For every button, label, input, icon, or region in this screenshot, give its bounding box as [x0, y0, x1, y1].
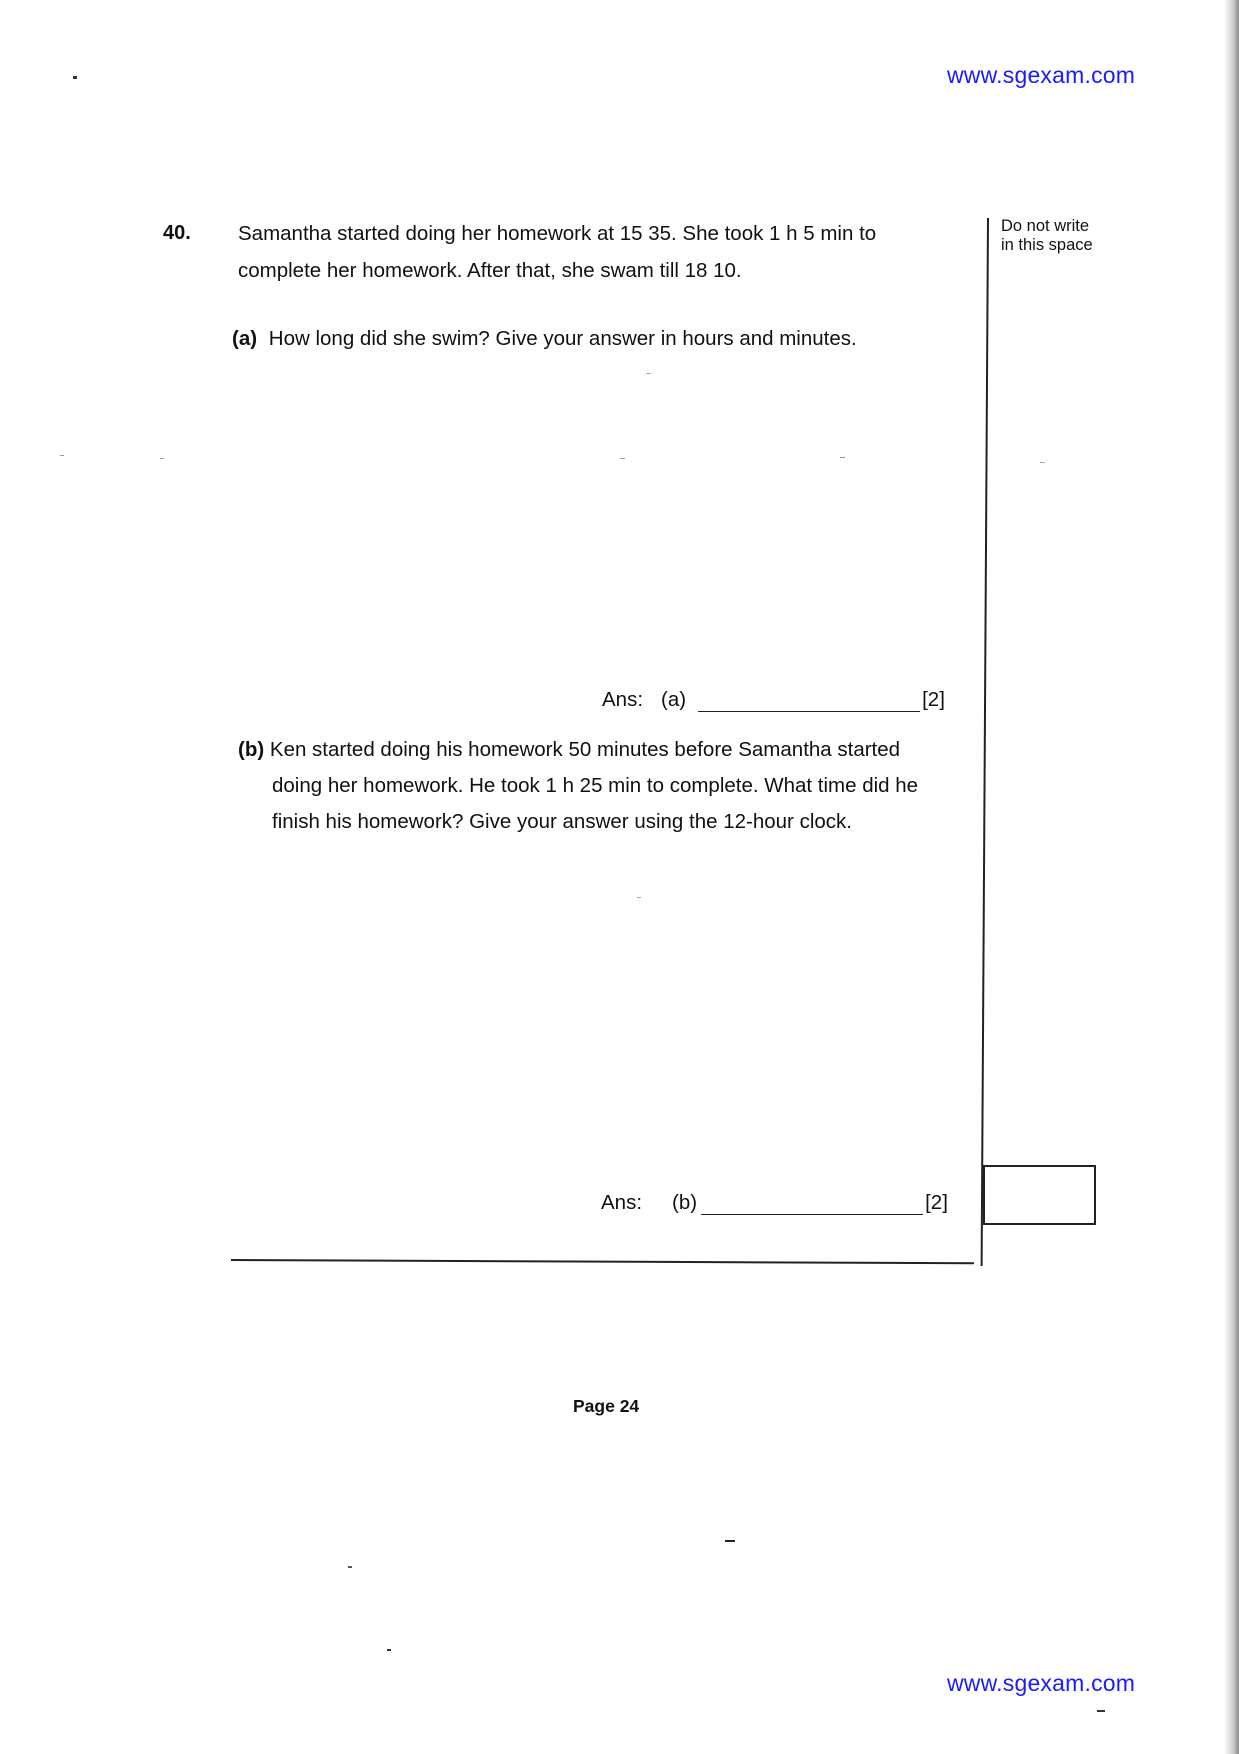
page-number: Page 24 — [573, 1396, 640, 1416]
marks-box[interactable] — [983, 1165, 1096, 1225]
scan-speck — [646, 373, 651, 374]
header-site-link[interactable]: www.sgexam.com — [947, 62, 1136, 88]
answer-row-a — [602, 688, 945, 712]
answer-a-label: (a) — [661, 688, 687, 711]
scan-speck — [1097, 1710, 1105, 1712]
scan-speck — [1040, 462, 1045, 463]
answer-a-marks: [2] — [922, 688, 945, 711]
scan-speck — [725, 1540, 735, 1542]
part-b-text-1: Ken started doing his homework 50 minutes before Samantha started — [269, 738, 901, 761]
scan-speck — [637, 897, 641, 898]
margin-rule — [981, 218, 989, 1266]
part-b-question — [238, 732, 978, 840]
do-not-write-note — [1001, 217, 1093, 255]
question-number: 40. — [163, 222, 191, 244]
part-a-question — [232, 320, 972, 357]
part-b-line-1 — [238, 732, 978, 768]
question-stem-line-2: complete her homework. After that, she swam till 18 10. — [238, 259, 742, 282]
part-b-line-2: doing her homework. He took 1 h 25 min to complete. What time did he — [272, 774, 919, 797]
answer-a-line[interactable] — [698, 689, 920, 712]
part-a-label: (a) — [232, 327, 258, 350]
answer-b-line[interactable] — [701, 1192, 923, 1215]
scan-speck — [60, 455, 64, 456]
do-not-write-line-1: Do not write — [1001, 217, 1090, 235]
answer-a-prefix: Ans: — [602, 688, 644, 711]
answer-b-label: (b) — [672, 1191, 698, 1214]
part-b-label: (b) — [238, 738, 265, 761]
scan-speck — [620, 458, 625, 459]
answer-row-b — [601, 1191, 948, 1215]
answer-b-marks: [2] — [925, 1191, 948, 1214]
page-edge-shadow — [1224, 0, 1239, 1754]
scan-speck — [160, 458, 164, 459]
scan-speck — [348, 1566, 352, 1568]
scan-speck — [73, 76, 77, 79]
part-a-text: How long did she swim? Give your answer in hours and minutes. — [268, 327, 857, 350]
question-stem — [238, 215, 958, 289]
do-not-write-line-2: in this space — [1001, 236, 1093, 254]
question-stem-line-1: Samantha started doing her homework at 15 35. She took 1 h 5 min to — [238, 222, 877, 245]
scan-speck — [387, 1649, 391, 1651]
answer-b-prefix: Ans: — [601, 1191, 643, 1214]
scan-speck — [840, 457, 845, 458]
part-b-line-3: finish his homework? Give your answer using the 12-hour clock. — [272, 810, 852, 833]
footer-site-link[interactable]: www.sgexam.com — [947, 1670, 1136, 1696]
question-end-rule — [231, 1259, 974, 1264]
